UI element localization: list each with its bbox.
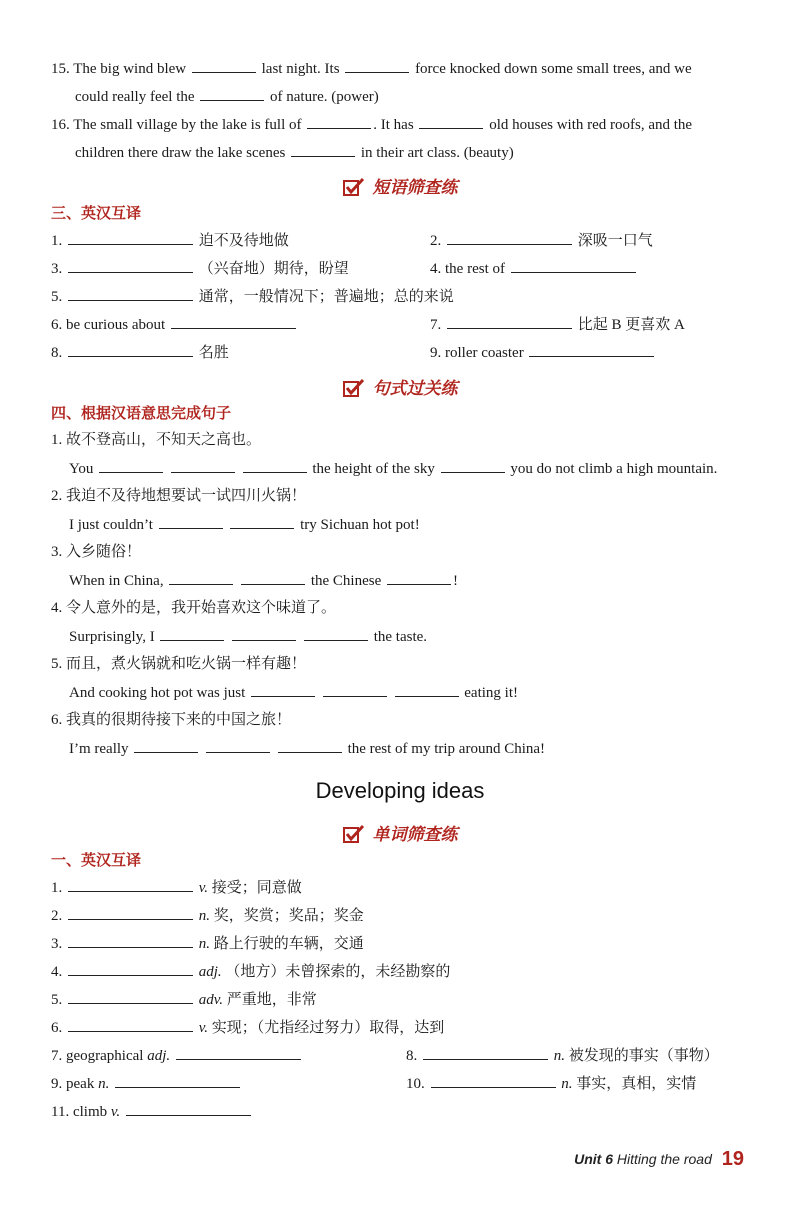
list-item: 5. 通常，一般情况下；普遍地；总的来说 bbox=[51, 286, 454, 307]
answer-blank bbox=[241, 570, 305, 585]
answer-blank bbox=[291, 142, 355, 157]
checkbox-check-icon bbox=[343, 824, 365, 844]
answer-blank bbox=[387, 570, 451, 585]
answer-blank bbox=[206, 738, 270, 753]
list-item: 7. 比起 B 更喜欢 A bbox=[430, 314, 685, 335]
answer-blank bbox=[68, 989, 193, 1004]
answer-blank bbox=[511, 258, 636, 273]
sentence-line: I’m really the rest of my trip around China! bbox=[69, 738, 545, 759]
answer-blank bbox=[68, 877, 193, 892]
answer-blank bbox=[345, 58, 409, 73]
chinese-prompt: 1. 故不登高山，不知天之高也。 bbox=[51, 432, 262, 448]
answer-blank bbox=[176, 1045, 301, 1060]
list-item: 8. n. 被发现的事实（事物） bbox=[406, 1045, 719, 1066]
section-heading: 一、英汉互译 bbox=[51, 851, 142, 869]
list-item: 4. adj. （地方）未曾探索的，未经勘察的 bbox=[51, 961, 450, 982]
question-15-line1: 15. The big wind blew last night. Its force knocked down some small trees, and we bbox=[51, 58, 692, 79]
unit-title: Hitting the road bbox=[616, 1151, 712, 1167]
answer-blank bbox=[171, 314, 296, 329]
answer-blank bbox=[192, 58, 256, 73]
answer-blank bbox=[441, 458, 505, 473]
list-item: 9. peak n. bbox=[51, 1073, 242, 1094]
question-number: 15. bbox=[51, 61, 70, 77]
answer-blank bbox=[159, 514, 223, 529]
answer-blank bbox=[160, 626, 224, 641]
answer-blank bbox=[447, 314, 572, 329]
answer-blank bbox=[423, 1045, 548, 1060]
answer-blank bbox=[68, 342, 193, 357]
section-heading: 四、根据汉语意思完成句子 bbox=[51, 404, 232, 422]
answer-blank bbox=[232, 626, 296, 641]
list-item: 6. be curious about bbox=[51, 314, 298, 335]
answer-blank bbox=[126, 1101, 251, 1116]
chinese-prompt: 2. 我迫不及待地想要试一试四川火锅！ bbox=[51, 488, 307, 504]
answer-blank bbox=[431, 1073, 556, 1088]
answer-blank bbox=[68, 961, 193, 976]
answer-blank bbox=[307, 114, 371, 129]
answer-blank bbox=[529, 342, 654, 357]
section-banner-phrases: 短语筛查练 bbox=[0, 176, 800, 200]
chinese-prompt: 6. 我真的很期待接下来的中国之旅！ bbox=[51, 712, 292, 728]
answer-blank bbox=[68, 286, 193, 301]
answer-blank bbox=[278, 738, 342, 753]
list-item: 9. roller coaster bbox=[430, 342, 656, 363]
list-item: 8. 名胜 bbox=[51, 342, 229, 363]
list-item: 3. （兴奋地）期待，盼望 bbox=[51, 258, 349, 279]
list-item: 1. v. 接受；同意做 bbox=[51, 877, 302, 898]
sentence-line: You the height of the sky you do not climb a high mountain. bbox=[69, 458, 717, 479]
list-item: 7. geographical adj. bbox=[51, 1045, 303, 1066]
answer-blank bbox=[68, 905, 193, 920]
page-number: 19 bbox=[721, 1148, 744, 1170]
question-16-line2: children there draw the lake scenes in their art class. (beauty) bbox=[75, 142, 514, 163]
sentence-line: When in China, the Chinese ! bbox=[69, 570, 458, 591]
list-item: 6. v. 实现；（尤指经过努力）取得，达到 bbox=[51, 1017, 444, 1038]
page-footer bbox=[574, 1147, 744, 1171]
answer-blank bbox=[171, 458, 235, 473]
answer-blank bbox=[68, 258, 193, 273]
answer-blank bbox=[169, 570, 233, 585]
list-item: 10. n. 事实，真相，实情 bbox=[406, 1073, 696, 1094]
list-item: 3. n. 路上行驶的车辆，交通 bbox=[51, 933, 364, 954]
answer-blank bbox=[68, 230, 193, 245]
question-15-line2: could really feel the of nature. (power) bbox=[75, 86, 379, 107]
answer-blank bbox=[115, 1073, 240, 1088]
answer-blank bbox=[419, 114, 483, 129]
answer-blank bbox=[323, 682, 387, 697]
checkbox-check-icon bbox=[343, 378, 365, 398]
list-item: 2. 深吸一口气 bbox=[430, 230, 653, 251]
section-banner-words: 单词筛查练 bbox=[0, 823, 800, 847]
checkbox-check-icon bbox=[343, 177, 365, 197]
list-item: 5. adv. 严重地，非常 bbox=[51, 989, 317, 1010]
answer-blank bbox=[68, 1017, 193, 1032]
answer-blank bbox=[395, 682, 459, 697]
answer-blank bbox=[200, 86, 264, 101]
answer-blank bbox=[68, 933, 193, 948]
section-banner-sentences: 句式过关练 bbox=[0, 377, 800, 401]
chinese-prompt: 4. 令人意外的是，我开始喜欢这个味道了。 bbox=[51, 600, 337, 616]
answer-blank bbox=[243, 458, 307, 473]
unit-label: Unit 6 bbox=[574, 1151, 614, 1167]
list-item: 4. the rest of bbox=[430, 258, 638, 279]
list-item: 1. 迫不及待地做 bbox=[51, 230, 289, 251]
chinese-prompt: 5. 而且，煮火锅就和吃火锅一样有趣！ bbox=[51, 656, 307, 672]
answer-blank bbox=[134, 738, 198, 753]
answer-blank bbox=[251, 682, 315, 697]
list-item: 11. climb v. bbox=[51, 1101, 253, 1122]
question-16-line1: 16. The small village by the lake is full of . It has old houses with red roofs, and the bbox=[51, 114, 692, 135]
question-number: 16. bbox=[51, 117, 70, 133]
chinese-prompt: 3. 入乡随俗！ bbox=[51, 544, 142, 560]
answer-blank bbox=[447, 230, 572, 245]
section-heading: 三、英汉互译 bbox=[51, 204, 142, 222]
list-item: 2. n. 奖，奖赏；奖品；奖金 bbox=[51, 905, 364, 926]
sentence-line: And cooking hot pot was just eating it! bbox=[69, 682, 518, 703]
answer-blank bbox=[230, 514, 294, 529]
sentence-line: Surprisingly, I the taste. bbox=[69, 626, 427, 647]
part-title: Developing ideas bbox=[315, 778, 485, 803]
answer-blank bbox=[99, 458, 163, 473]
answer-blank bbox=[304, 626, 368, 641]
sentence-line: I just couldn’t try Sichuan hot pot! bbox=[69, 514, 420, 535]
